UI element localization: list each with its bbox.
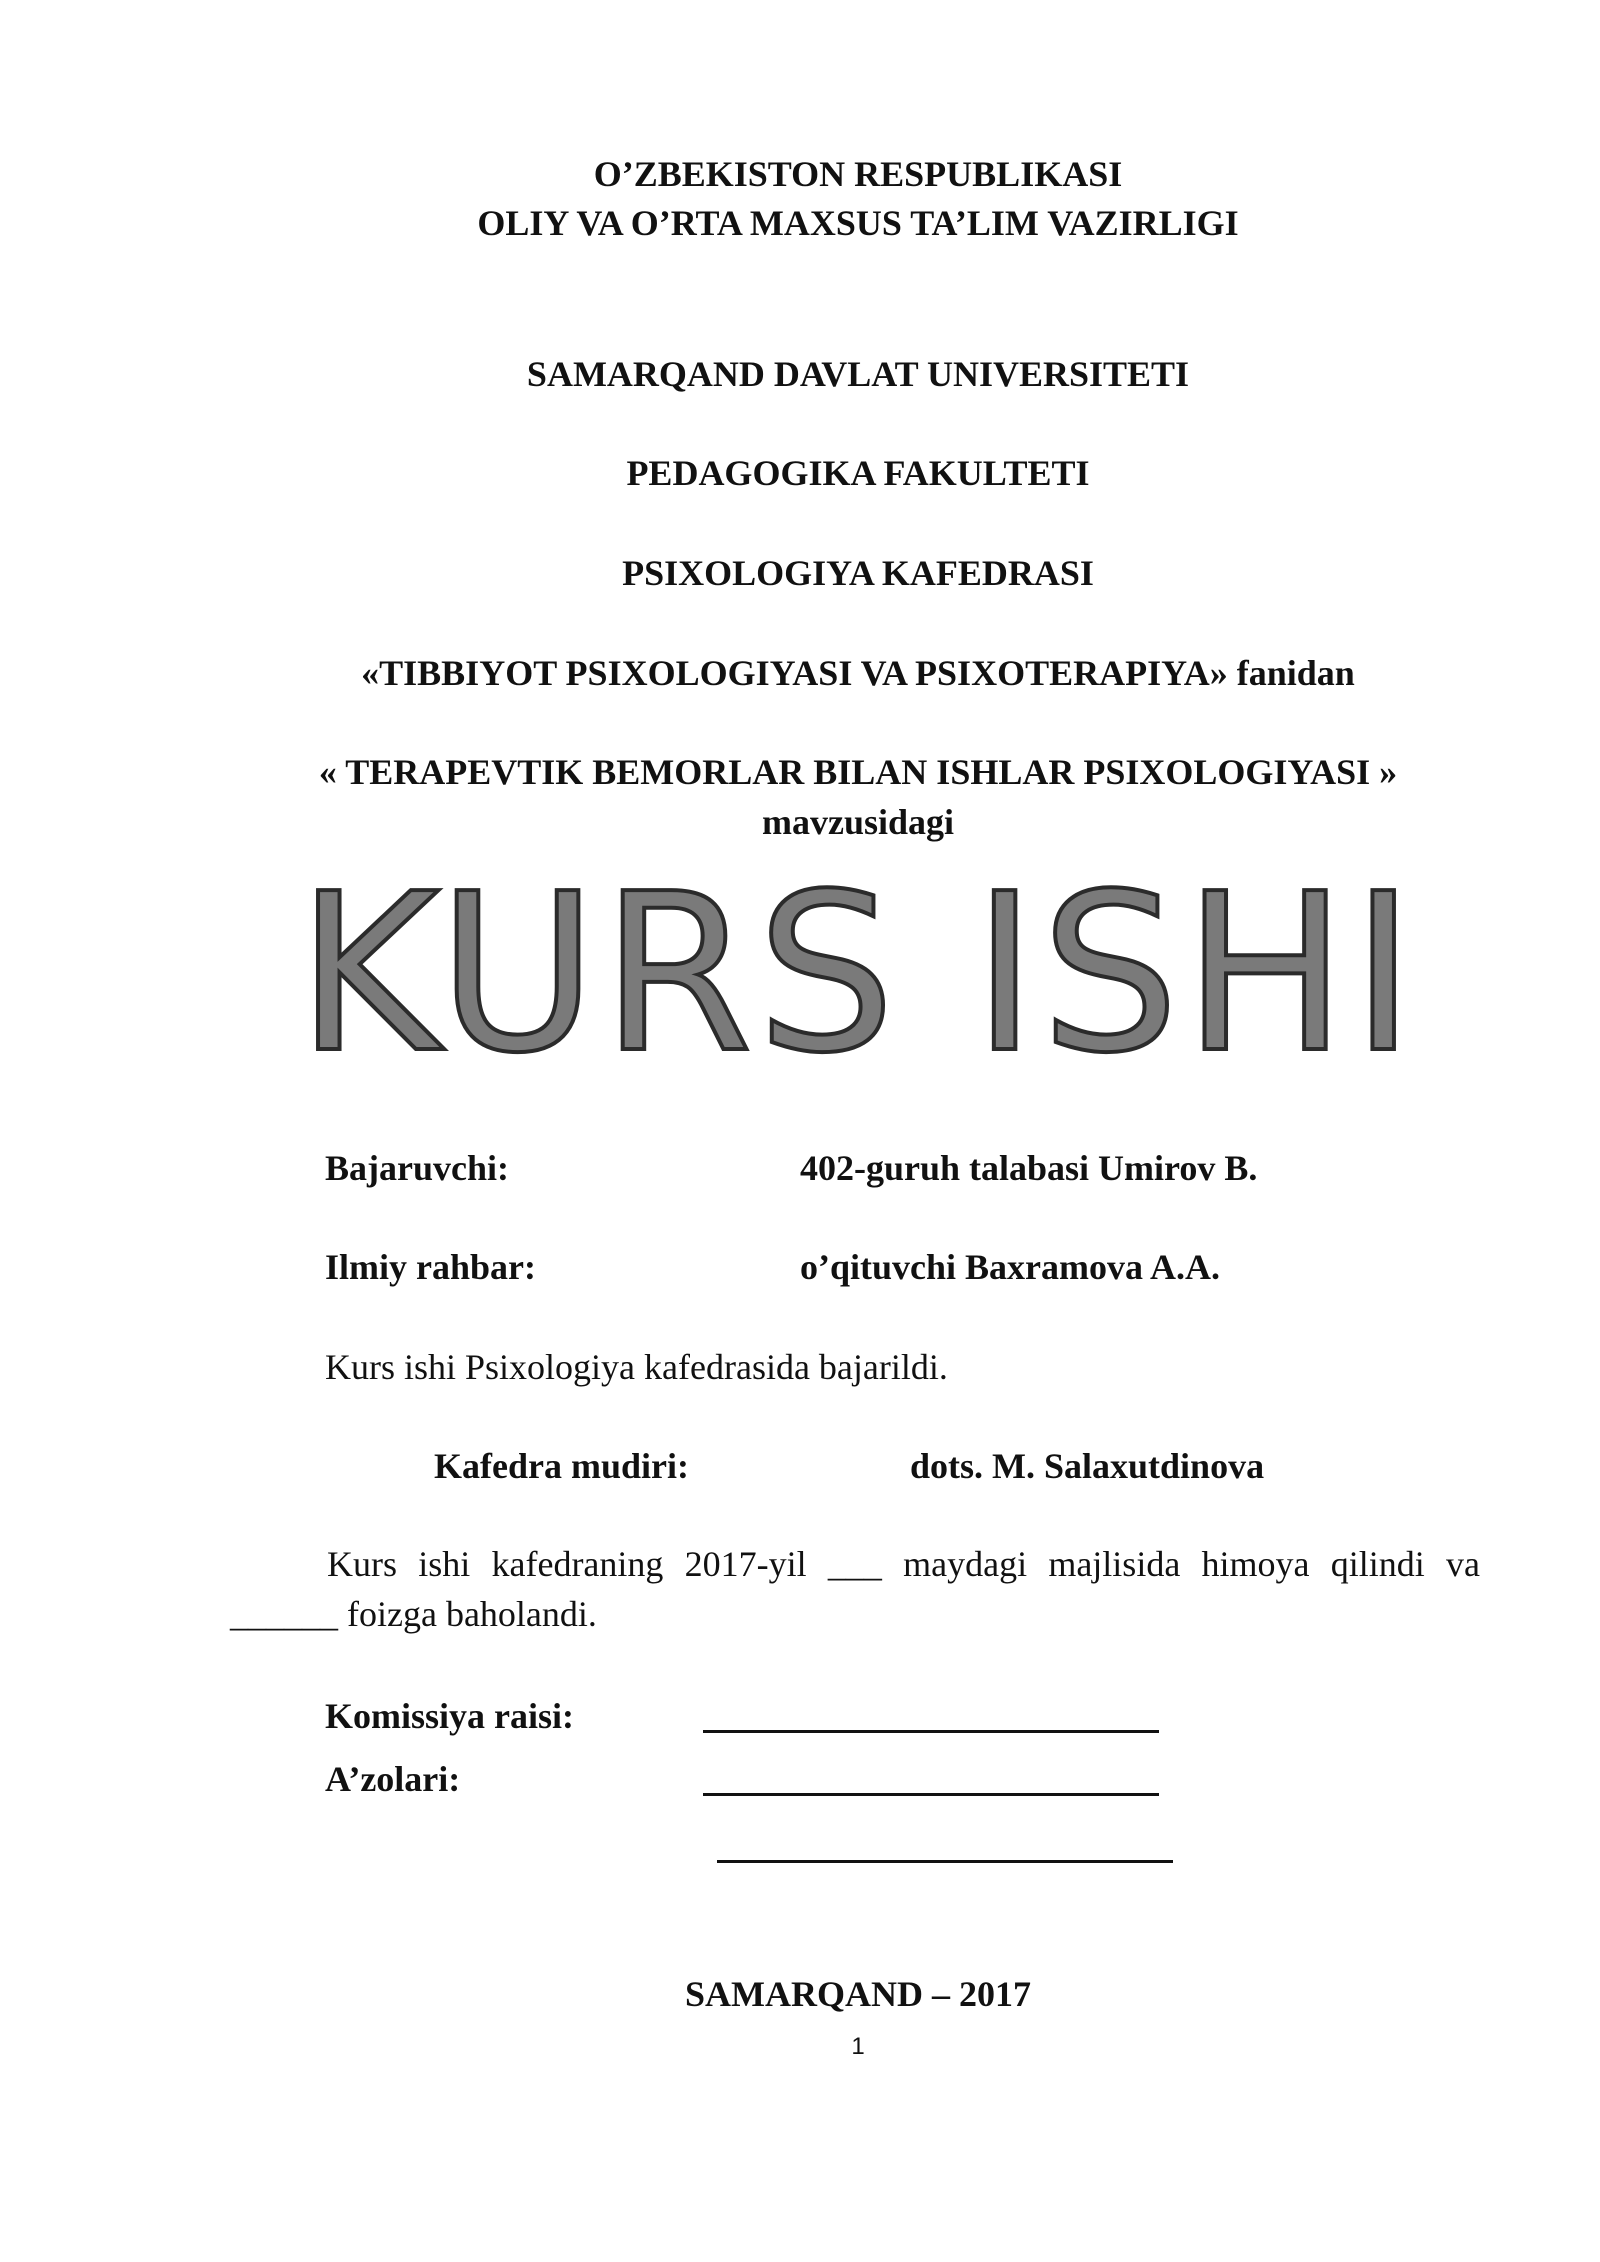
commission-chair-label: Komissiya raisi: bbox=[325, 1696, 574, 1736]
performer-value: 402-guruh talabasi Umirov B. bbox=[800, 1148, 1258, 1188]
city-year: SAMARQAND – 2017 bbox=[685, 1974, 1031, 2014]
department-name: PSIXOLOGIYA KAFEDRASI bbox=[622, 553, 1094, 593]
document-title: KURS ISHI bbox=[296, 848, 1420, 1101]
topic-suffix: mavzusidagi bbox=[761, 802, 955, 842]
commission-chair-signature-line bbox=[703, 1730, 1159, 1733]
page-number: 1 bbox=[851, 2033, 865, 2060]
head-of-department-label: Kafedra mudiri: bbox=[434, 1446, 689, 1486]
supervisor-value: o’qituvchi Baxramova A.A. bbox=[800, 1247, 1221, 1287]
commission-members-label: A’zolari: bbox=[325, 1759, 461, 1799]
subject-line: «TIBBIYOT PSIXOLOGIYASI VA PSIXOTERAPIYA» fanidan bbox=[361, 653, 1355, 693]
member-signature-line-1 bbox=[703, 1793, 1159, 1796]
header-country: O’ZBEKISTON RESPUBLIKASI bbox=[593, 154, 1123, 194]
supervisor-label: Ilmiy rahbar: bbox=[325, 1247, 536, 1287]
faculty-name: PEDAGOGIKA FAKULTETI bbox=[626, 453, 1090, 493]
head-of-department-value: dots. M. Salaxutdinova bbox=[910, 1446, 1265, 1486]
performer-label: Bajaruvchi: bbox=[325, 1148, 509, 1188]
topic-title: « TERAPEVTIK BEMORLAR BILAN ISHLAR PSIXOLOGIYASI » bbox=[318, 752, 1398, 792]
completion-note: Kurs ishi Psixologiya kafedrasida bajarildi. bbox=[325, 1347, 948, 1387]
member-signature-line-2 bbox=[717, 1860, 1173, 1863]
header-ministry: OLIY VA O’RTA MAXSUS TA’LIM VAZIRLIGI bbox=[477, 203, 1239, 243]
defense-note: Kurs ishi kafedraning 2017-yil ___ maydagi majlisida himoya qilindi va ______ foizga baholandi. bbox=[230, 1544, 1480, 1634]
university-name: SAMARQAND DAVLAT UNIVERSITETI bbox=[526, 354, 1190, 394]
